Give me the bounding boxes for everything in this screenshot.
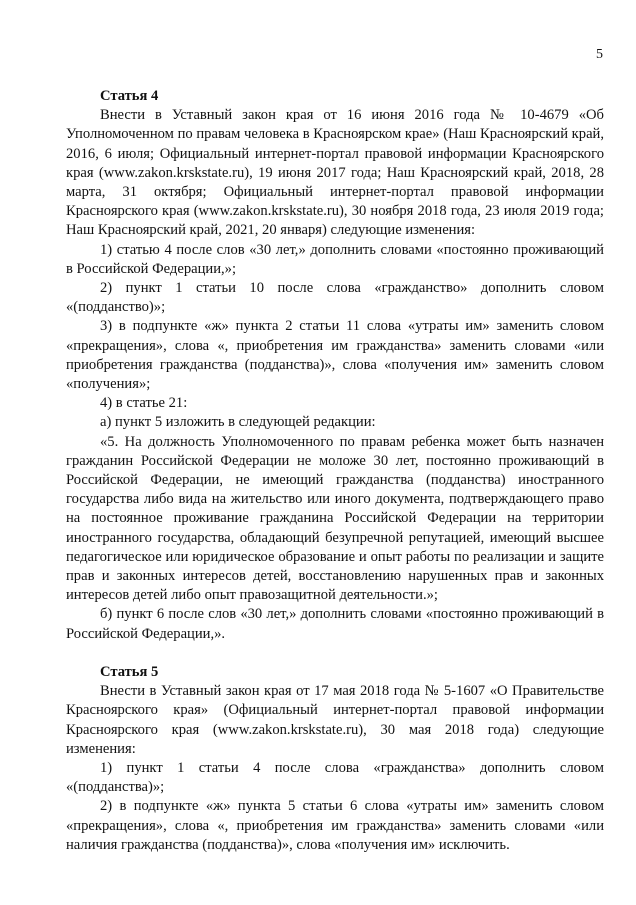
article-4-item-1: 1) статью 4 после слов «30 лет,» дополнить словами «постоянно проживающий в Российской Федерации,»; bbox=[66, 241, 604, 277]
article-5-heading: Статья 5 bbox=[100, 663, 159, 680]
article-4-item-3: 3) в подпункте «ж» пункта 2 статьи 11 слова «утраты им» заменить словом «прекращения», слова «, приобретения им гражданства» заменить словами «или приобретения гражданства (подданства)», слова «получения им» заменить словом «получения»; bbox=[66, 318, 604, 393]
article-5-item-2: 2) в подпункте «ж» пункта 5 статьи 6 слова «утраты им» заменить словом «прекращения», слова «, приобретения им гражданства» заменить словами «или наличия гражданства (подданства)», слова «получения им» исключить. bbox=[66, 798, 604, 853]
article-4-heading: Статья 4 bbox=[100, 88, 159, 104]
article-5-intro: Внести в Уставный закон края от 17 мая 2018 года № 5-1607 «О Правительстве Красноярского края» (Официальный интернет-портал правовой информации Красноярского края (www.zakon.krskstate.ru), 30 мая 2018 года) следующие изменения: bbox=[66, 683, 604, 757]
article-5-item-1: 1) пункт 1 статьи 4 после слова «гражданства» дополнить словом «(подданства)»; bbox=[66, 759, 604, 796]
article-4-item-4a: а) пункт 5 изложить в следующей редакции: bbox=[100, 414, 376, 431]
article-4-item-2: 2) пункт 1 статьи 10 после слова «гражданство» дополнить словом «(подданство)»; bbox=[66, 280, 604, 316]
article-4-intro: Внести в Уставный закон края от 16 июня 2016 года № 10-4679 «Об Уполномоченном по правам человека в Красноярском крае» (Наш Красноярский край, 2016, 6 июля; Официальный интернет-портал правовой информации Красноярского края (www.zakon.krskstate.ru), 19 июня 2017 года; Наш Красноярский край, 2018, 28 марта, 31 октября; Официальный интернет-портал правовой информации Красноярского края (www.zakon.krskstate.ru), 30 ноября 2018 года, 23 июля 2019 года; Наш Красноярский край, 2021, 20 января) следующие изменения: bbox=[66, 107, 604, 239]
page-number: 5 bbox=[596, 47, 603, 62]
article-4-item-4a-text: «5. На должность Уполномоченного по правам ребенка может быть назначен гражданин Российской Федерации не моложе 30 лет, постоянно проживающий в Российской Федерации, не имеющий гражданства (подданства) иностранного государства либо вида на жительство или иного документа, подтверждающего право на постоянное проживание гражданина Российской Федерации на территории иностранного государства, обладающий безупречной репутацией, имеющий высшее педагогическое или юридическое образование и опыт работы по реализации и защите прав и законных интересов детей, восстановлению нарушенных прав и законных интересов детей либо опыт правозащитной деятельности.»; bbox=[66, 433, 604, 604]
article-4-item-4b: б) пункт 6 после слов «30 лет,» дополнить словами «постоянно проживающий в Российской Федерации,». bbox=[66, 606, 604, 642]
article-4-item-4: 4) в статье 21: bbox=[100, 395, 188, 412]
document-body bbox=[66, 87, 604, 855]
section-gap bbox=[66, 644, 604, 663]
